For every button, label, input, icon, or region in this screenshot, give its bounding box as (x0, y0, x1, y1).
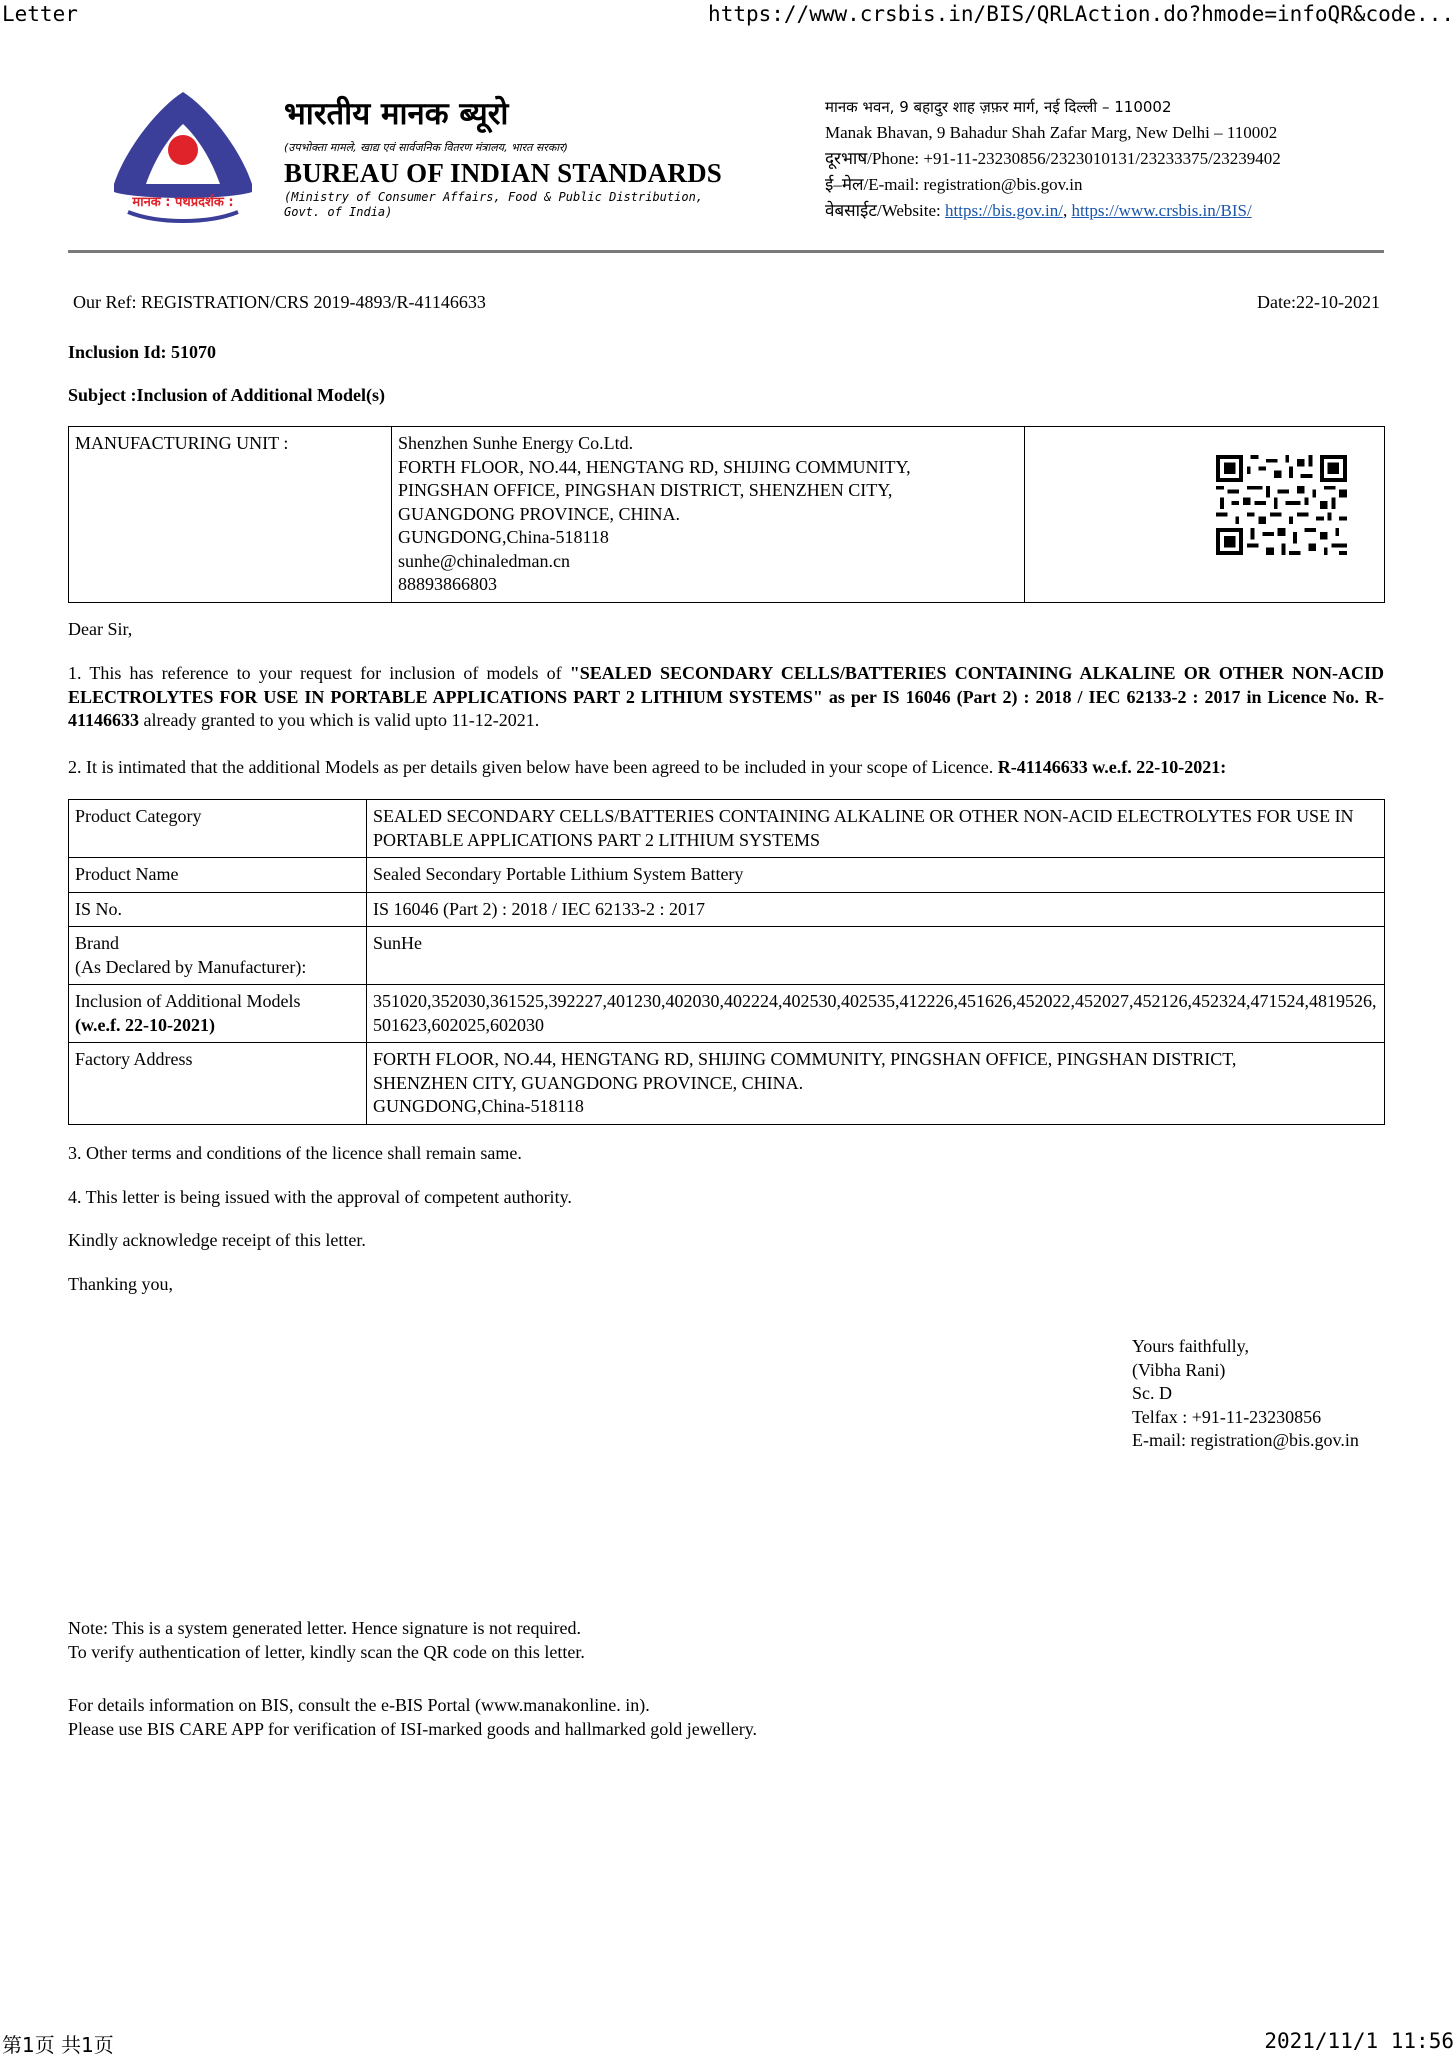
category-label-cell (69, 800, 367, 858)
manufacturing-unit-table (68, 426, 1385, 603)
is-no-value: IS 16046 (Part 2) : 2018 / IEC 62133-2 : 2017 (373, 898, 705, 919)
signatory-email: E-mail: registration@bis.gov.in (1132, 1430, 1359, 1450)
brand-value: SunHe (373, 933, 422, 953)
ministry-english-line1: (Ministry of Consumer Affairs, Food & Public Distribution, (284, 190, 704, 204)
models-effective-date: (w.e.f. 22-10-2021) (75, 1014, 215, 1035)
print-header-title: Letter (2, 2, 78, 26)
category-value: SEALED SECONDARY CELLS/BATTERIES CONTAINING ALKALINE OR OTHER NON-ACID ELECTROLYTES FOR USE IN PORTABLE APPLICATIONS PART 2 LITHIUM SYSTEMS (373, 806, 1354, 850)
paragraph-3: 3. Other terms and conditions of the licence shall remain same. (68, 1143, 522, 1163)
unit-address-line: PINGSHAN OFFICE, PINGSHAN DISTRICT, SHENZHEN CITY, (398, 480, 893, 500)
website-separator: , (1062, 201, 1072, 220)
bis-logo (108, 88, 258, 228)
signatory-telfax: Telfax : +91-11-23230856 (1132, 1406, 1322, 1427)
note-line: To verify authentication of letter, kindly scan the QR code on this letter. (68, 1641, 585, 1662)
thanking-line: Thanking you, (68, 1274, 173, 1294)
portal-info (68, 1694, 757, 1741)
category-label: Product Category (75, 806, 202, 826)
table-row (69, 800, 1385, 858)
our-reference: Our Ref: REGISTRATION/CRS 2019-4893/R-41146633 (73, 292, 486, 312)
factory-address-line: GUNGDONG,China-518118 (373, 1096, 584, 1116)
models-label: Inclusion of Additional Models (75, 991, 301, 1011)
unit-email: sunhe@chinaledman.cn (398, 550, 571, 571)
letterhead-divider (68, 250, 1384, 253)
signature-closing: Yours faithfully, (1132, 1336, 1250, 1356)
brand-label-cell (69, 927, 367, 985)
paragraph-2-text: 2. It is intimated that the additional Models as per details given below have been agreed to be included in your scope of Licence. (68, 757, 998, 777)
org-name-hindi: भारतीय मानक ब्यूरो (284, 96, 509, 132)
org-name-english: BUREAU OF INDIAN STANDARDS (284, 158, 722, 188)
subject-line: Subject :Inclusion of Additional Model(s) (68, 385, 386, 405)
factory-label-cell (69, 1043, 367, 1125)
signatory-designation: Sc. D (1132, 1383, 1172, 1403)
unit-company-name: Shenzhen Sunhe Energy Co.Ltd. (398, 433, 634, 453)
brand-label-note: (As Declared by Manufacturer): (75, 956, 307, 977)
table-row (69, 985, 1385, 1043)
product-name-value: Sealed Secondary Portable Lithium System Battery (373, 864, 744, 884)
name-value-cell (367, 858, 1385, 893)
models-value-cell (367, 985, 1385, 1043)
unit-address-line: FORTH FLOOR, NO.44, HENGTANG RD, SHIJING COMMUNITY, (398, 456, 911, 477)
table-row (69, 892, 1385, 927)
factory-value-cell (367, 1043, 1385, 1125)
isno-value-cell (367, 892, 1385, 927)
factory-address-line: SHENZHEN CITY, GUANGDONG PROVINCE, CHINA. (373, 1072, 804, 1093)
phone-line: दूरभाष/Phone: +91-11-23230856/2323010131/23233375/23239402 (825, 149, 1281, 168)
print-header-url: https://www.crsbis.in/BIS/QRLAction.do?hmode=infoQR&code... (708, 2, 1454, 26)
website-link-crsbis[interactable]: https://www.crsbis.in/BIS/ (1071, 201, 1252, 220)
paragraph-2 (68, 756, 1398, 780)
brand-value-cell (367, 927, 1385, 985)
portal-info-line: Please use BIS CARE APP for verification of ISI-marked goods and hallmarked gold jewellery. (68, 1718, 758, 1739)
system-note (68, 1617, 585, 1664)
unit-address-line: GUANGDONG PROVINCE, CHINA. (398, 503, 680, 524)
unit-phone: 88893866803 (398, 574, 497, 594)
signature-block (1132, 1335, 1359, 1453)
print-footer-timestamp: 2021/11/1 11:56 (1264, 2029, 1454, 2053)
table-row (69, 1043, 1385, 1125)
website-label: वेबसाईट/Website: (825, 201, 946, 220)
product-details-table (68, 799, 1385, 1125)
portal-info-line: For details information on BIS, consult the e-BIS Portal (www.manakonline. in). (68, 1695, 650, 1715)
product-name-label: Product Name (75, 864, 179, 884)
address-english: Manak Bhavan, 9 Bahadur Shah Zafar Marg, New Delhi – 110002 (825, 123, 1278, 142)
manufacturing-unit-row (69, 427, 1385, 603)
signatory-name: (Vibha Rani) (1132, 1359, 1226, 1380)
logo-tagline: मानक : पथप्रदर्शक : (132, 195, 234, 210)
paragraph-1 (68, 662, 1384, 733)
factory-address-label: Factory Address (75, 1049, 193, 1069)
paragraph-2-licence: R-41146633 w.e.f. 22-10-2021: (997, 757, 1227, 777)
table-row (69, 858, 1385, 893)
note-line: Note: This is a system generated letter. Hence signature is not required. (68, 1618, 582, 1638)
print-footer-page: 第1页 共1页 (2, 2033, 114, 2057)
address-hindi: मानक भवन, 9 बहादुर शाह ज़फ़र मार्ग, नई दिल्ली – 110002 (825, 98, 1172, 116)
salutation: Dear Sir, (68, 619, 133, 639)
unit-address-line: GUNGDONG,China-518118 (398, 527, 609, 547)
category-value-cell (367, 800, 1385, 858)
models-value: 351020,352030,361525,392227,401230,402030,402224,402530,402535,412226,451626,452022,452027,452126,452324,471524,4819526,501623,602025,602030 (373, 991, 1377, 1035)
acknowledge-line: Kindly acknowledge receipt of this letter. (68, 1230, 366, 1250)
unit-label: MANUFACTURING UNIT : (75, 433, 289, 453)
ministry-hindi: (उपभोक्ता मामले, खाद्य एवं सार्वजनिक वितरण मंत्रालय, भारत सरकार) (284, 141, 568, 154)
paragraph-4: 4. This letter is being issued with the approval of competent authority. (68, 1187, 572, 1207)
paragraph-1-intro: 1. This has reference to your request for inclusion of models of (68, 663, 570, 683)
qr-code-cell (1025, 427, 1385, 603)
paragraph-1-validity: already granted to you which is valid upto 11-12-2021. (139, 710, 540, 730)
qr-code-icon (1215, 455, 1348, 555)
website-line (825, 198, 1385, 224)
website-link-bis[interactable]: https://bis.gov.in/ (945, 201, 1063, 220)
letter-date: Date:22-10-2021 (1257, 292, 1380, 312)
email-line: ई–मेल/E-mail: registration@bis.gov.in (825, 175, 1083, 194)
brand-label: Brand (75, 933, 119, 953)
table-row (69, 927, 1385, 985)
models-label-cell (69, 985, 367, 1043)
isno-label-cell (69, 892, 367, 927)
ministry-english-line2: Govt. of India) (284, 205, 393, 219)
is-no-label: IS No. (75, 898, 123, 919)
name-label-cell (69, 858, 367, 893)
inclusion-id: Inclusion Id: 51070 (68, 342, 217, 362)
factory-address-line: FORTH FLOOR, NO.44, HENGTANG RD, SHIJING COMMUNITY, PINGSHAN OFFICE, PINGSHAN DISTRICT, (373, 1049, 1237, 1069)
contact-block (825, 94, 1385, 224)
unit-address-cell (392, 427, 1025, 603)
paragraph-1-product: "SEALED SECONDARY CELLS/BATTERIES CONTAINING ALKALINE OR OTHER NON-ACID ELECTROLYTES FOR USE IN PORTABLE APPLICATIONS PART 2 LITHIUM SYSTEMS" as per IS 16046 (Part 2) : 2018 / IEC 62133-2 : 2017 in Licence No. R-41146633 (68, 663, 1384, 730)
unit-label-cell (69, 427, 392, 603)
